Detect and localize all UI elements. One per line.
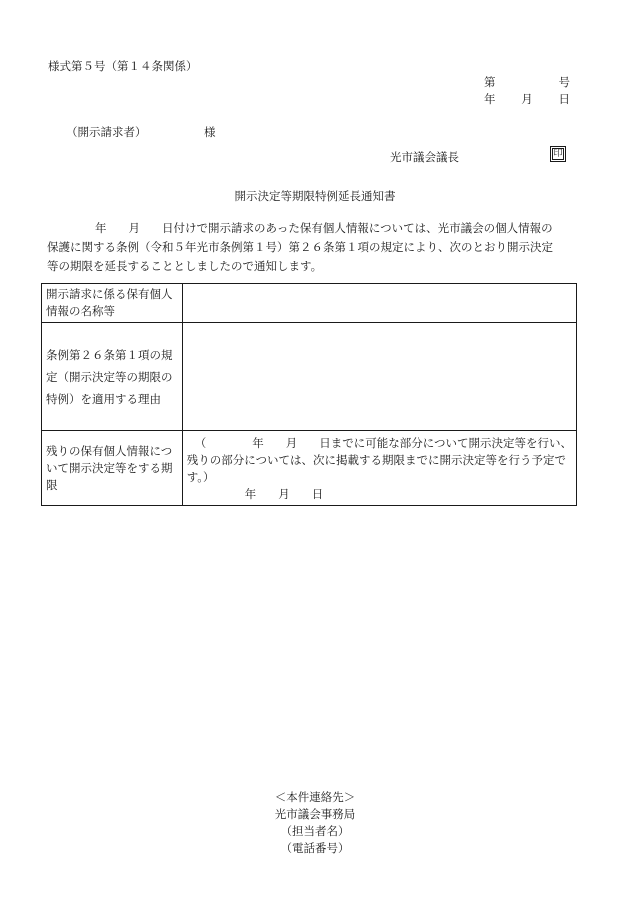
table-row (42, 284, 577, 323)
contact-info (0, 789, 630, 857)
document-number (484, 74, 570, 91)
info-name-label: 開示請求に係る保有個人 情報の名称等 (42, 284, 183, 323)
contact-office: 光市議会事務局 (274, 807, 356, 821)
sender-name: 光市議会議長 (390, 150, 459, 164)
document-date (484, 91, 570, 107)
date-day: 日 (558, 92, 570, 106)
contact-phone: （電話番号） (280, 841, 350, 855)
reason-value (182, 323, 576, 431)
body-line-2: 保護に関する条例（令和５年光市条例第１号）第２６条第１項の規定により、次のとおり開示決定 (47, 240, 553, 254)
document-number-prefix: 第 (484, 75, 496, 89)
deadline-label: 残りの保有個人情報につ いて開示決定等をする期 限 (42, 431, 183, 506)
notice-table (41, 283, 577, 506)
body-line-3: 等の期限を延長することとしましたので通知します。 (47, 259, 323, 273)
deadline-value: （ 年 月 日までに可能な部分について開示決定等を行い、 残りの部分については、次に掲載する期限までに開示決定等を行う予定で す。） 年 月 日 (182, 431, 576, 506)
document-number-suffix: 号 (558, 75, 570, 89)
date-year: 年 (484, 92, 496, 106)
contact-heading: ＜本件連絡先＞ (274, 790, 356, 804)
info-name-value (182, 284, 576, 323)
reason-label: 条例第２６条第１項の規 定（開示決定等の期限の 特例）を適用する理由 (42, 323, 183, 431)
recipient-label: （開示請求者） (66, 125, 147, 139)
date-month: 月 (521, 92, 533, 106)
recipient-honorific: 様 (204, 125, 216, 139)
contact-person: （担当者名） (280, 824, 350, 838)
form-number: 様式第５号（第１４条関係） (48, 59, 198, 73)
seal-mark: 印 (550, 146, 566, 162)
table-row (42, 323, 577, 431)
body-line-1: 年 月 日付けで開示請求のあった保有個人情報については、光市議会の個人情報の (95, 221, 553, 235)
table-row (42, 431, 577, 506)
document-title: 開示決定等期限特例延長通知書 (234, 189, 396, 203)
notice-body (47, 219, 582, 276)
